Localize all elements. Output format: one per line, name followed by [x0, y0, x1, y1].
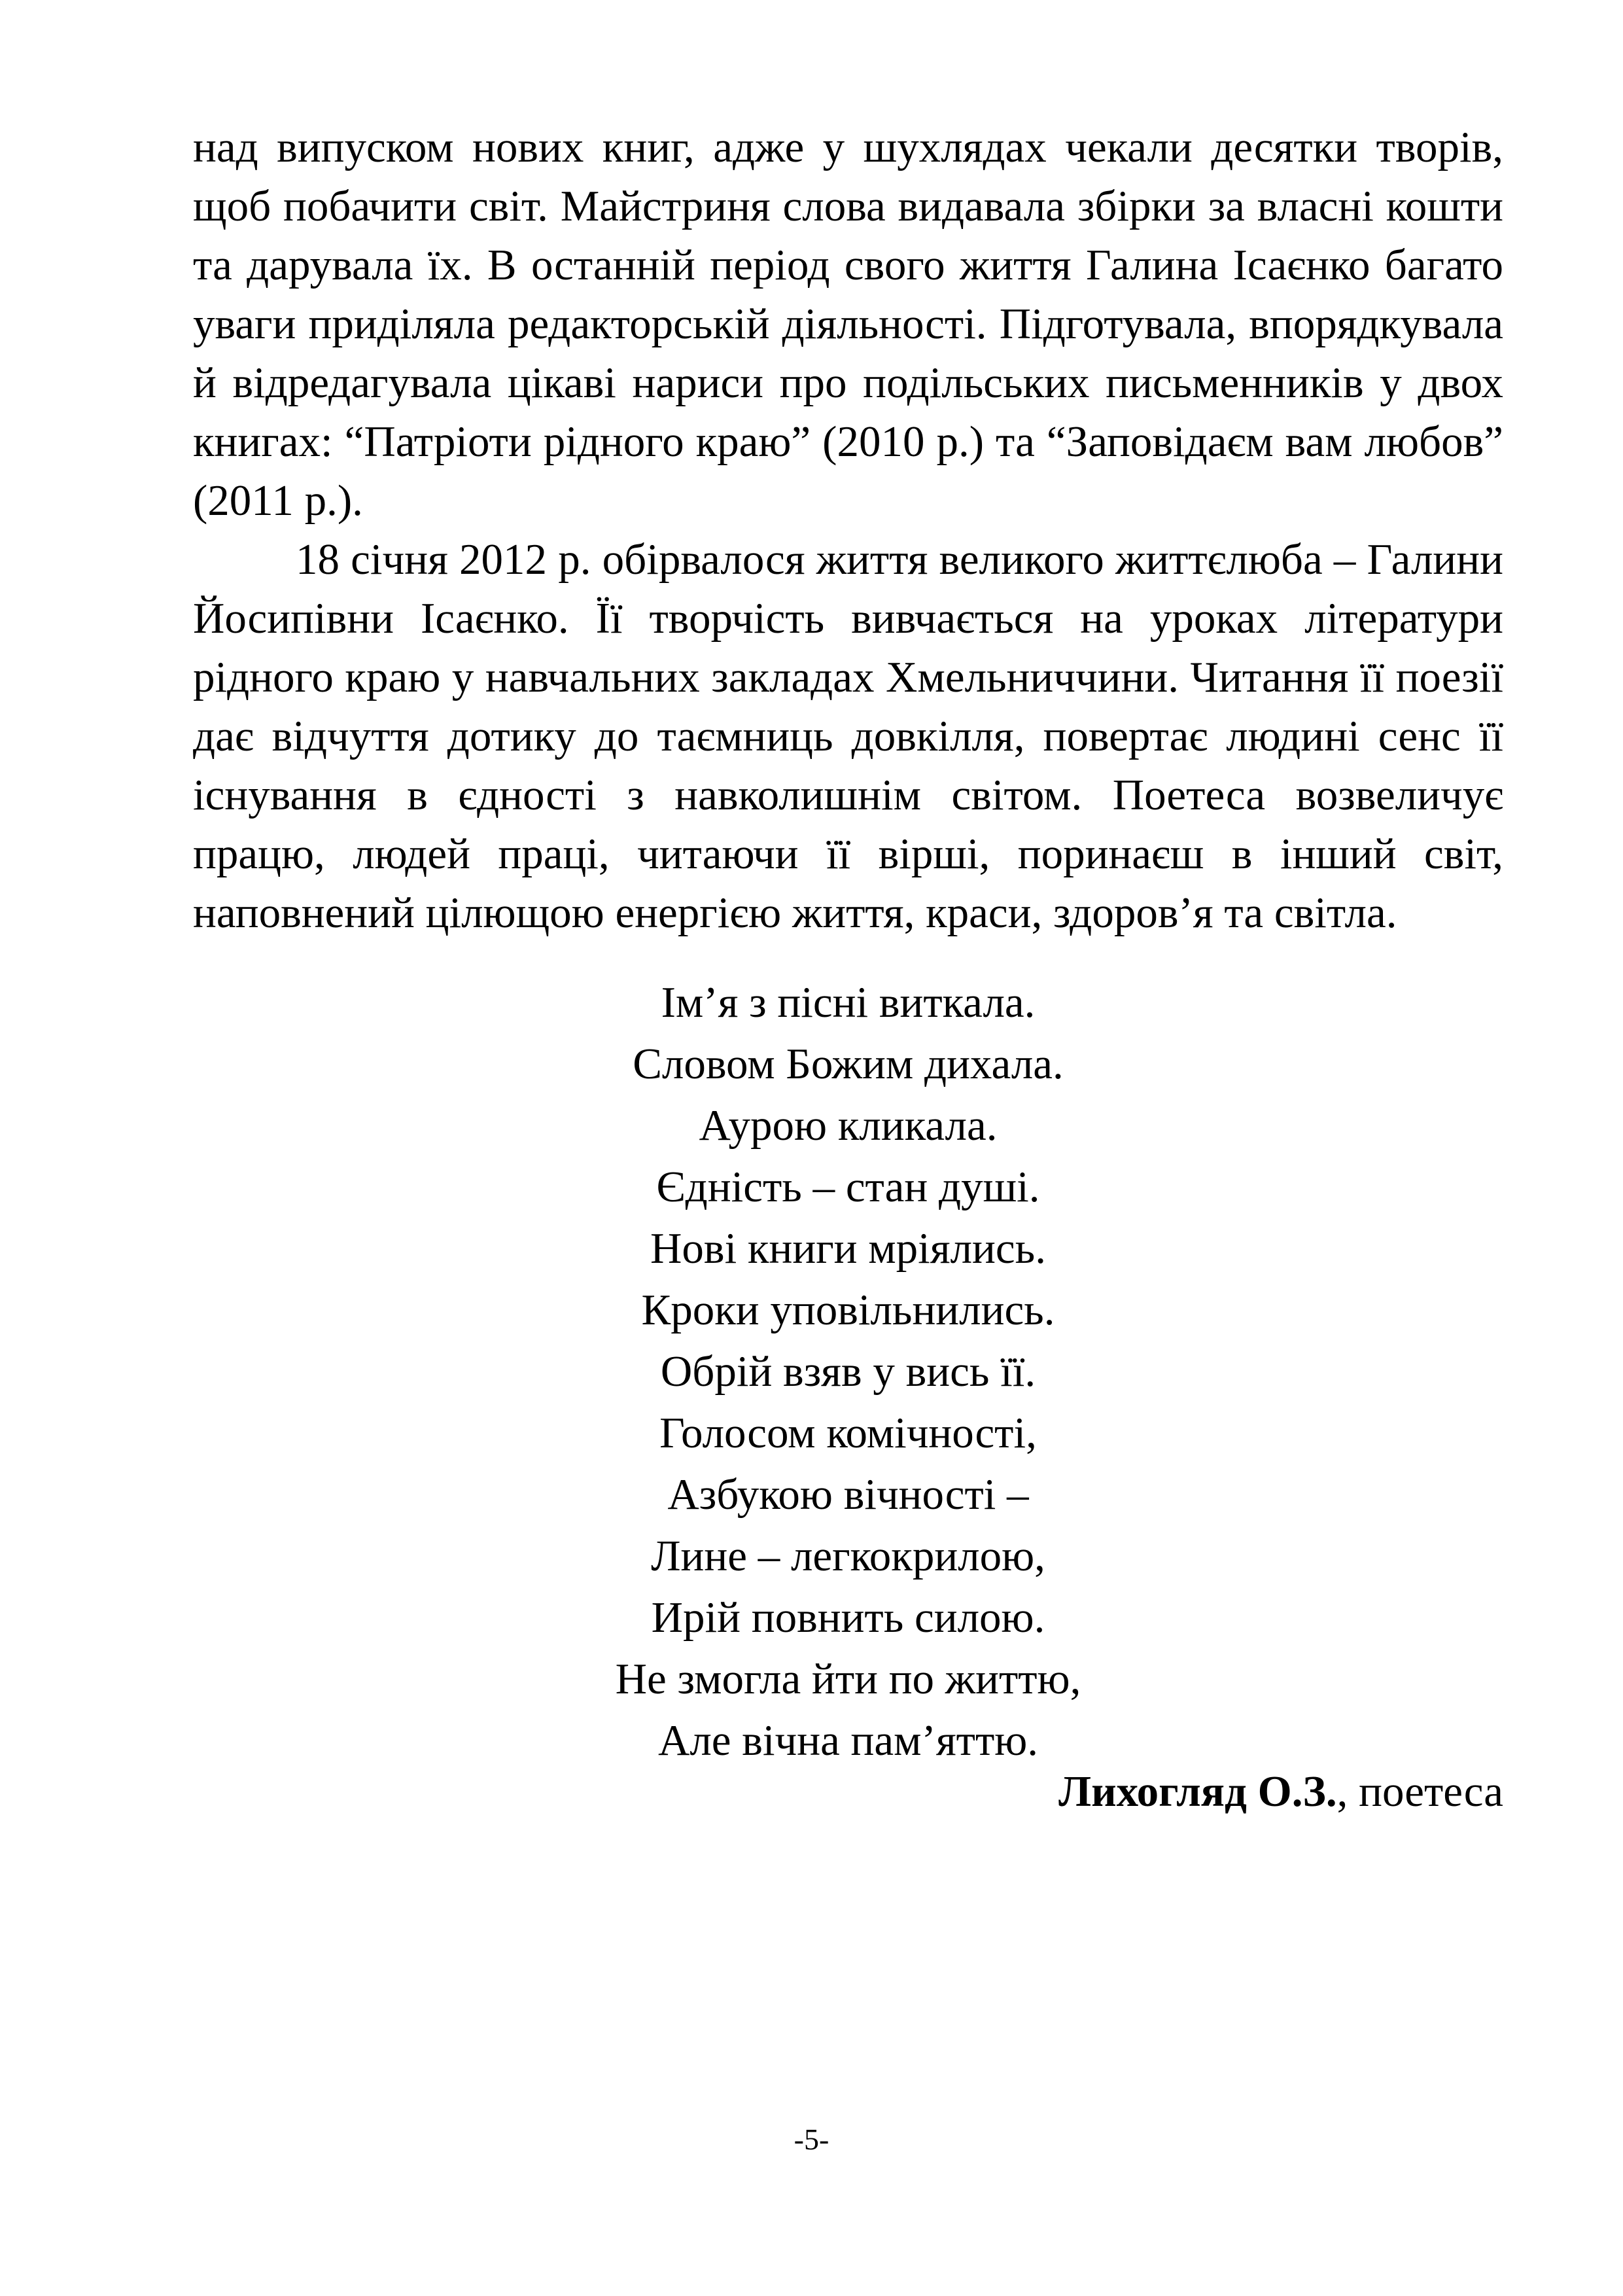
poem-line: Ирій повнить силою. — [651, 1593, 1045, 1642]
poem-line: Словом Божим дихала. — [633, 1040, 1064, 1088]
page-number: -5- — [794, 2123, 829, 2156]
poem-line: Не змогла йти по життю, — [615, 1655, 1081, 1703]
poem-line: Ім’я з пісні виткала. — [661, 978, 1036, 1027]
poem-line: Кроки уповільнились. — [641, 1286, 1055, 1334]
poem-line: Азбукою вічності – — [667, 1470, 1029, 1519]
paragraph-biography: 18 січня 2012 р. обірвалося життя великого життєлюба – Галини Йосипівни Ісаєнко. Її творчість вивчається на уроках літератури рідного краю у навчальних закладах Хмельниччини. Читання її поезії дає відчуття дотику до таємниць довкілля, повертає людині сенс її існування в єдності з навколишнім світом. Поетеса возвеличує працю, людей праці, читаючи її вірші, поринаєш в інший світ, наповнений цілющою енергією життя, краси, здоров’я та світла. — [193, 535, 1503, 937]
poem-line: Єдність – стан душі. — [656, 1163, 1040, 1211]
paragraph-continuation: над випуском нових книг, адже у шухлядах чекали десятки творів, щоб побачити світ. Майстриня слова видавала збірки за власні кошти та дарувала їх. В останній період свого життя Галина Ісаєнко багато уваги приділяла редакторській діяльності. Підготувала, впорядкувала й відредагувала цікаві нариси про подільських письменників у двох книгах: “Патріоти рідного краю” (2010 р.) та “Заповідаєм вам любов” (2011 р.). — [193, 123, 1503, 525]
signature-role: , поетеса — [1336, 1767, 1503, 1816]
poem-line: Лине – легкокрилою, — [651, 1532, 1045, 1580]
poem — [193, 972, 1503, 1771]
poem-line: Голосом комічності, — [659, 1409, 1037, 1457]
prose-section — [193, 118, 1503, 942]
poem-line: Нові книги мріялись. — [650, 1224, 1046, 1273]
poem-line: Аурою кликала. — [699, 1101, 998, 1150]
poem-line: Але вічна пам’яттю. — [657, 1716, 1039, 1765]
poem-signature — [1058, 1762, 1503, 1821]
signature-author: Лихогляд О.З. — [1058, 1767, 1337, 1816]
poem-line: Обрій взяв у вись її. — [660, 1347, 1036, 1396]
